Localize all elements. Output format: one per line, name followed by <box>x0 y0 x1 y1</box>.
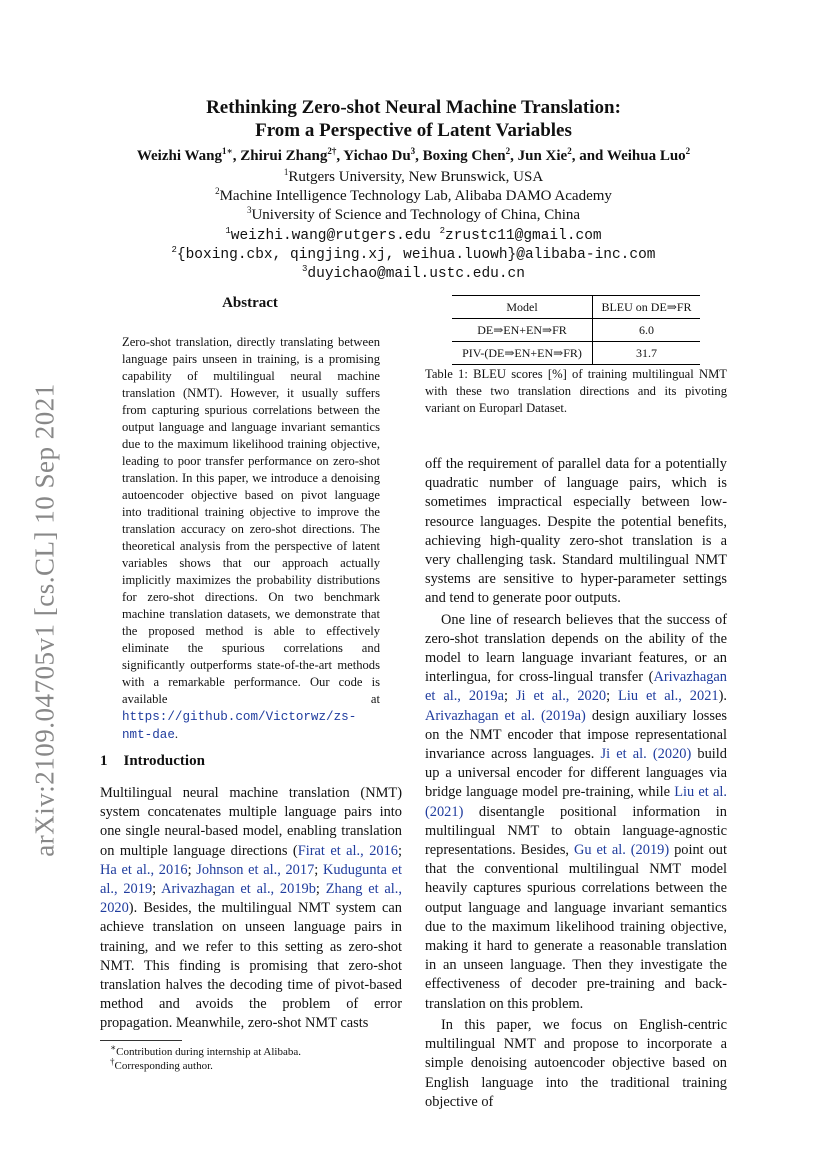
citation-link[interactable]: Liu et al., 2021 <box>618 688 719 705</box>
email-mark: 2 <box>439 226 445 237</box>
cell-model: PIV-(DE⇒EN+EN⇒FR) <box>452 342 593 365</box>
citation-link[interactable]: Gu et al. <box>573 842 626 859</box>
emails <box>0 227 827 284</box>
affiliation-1 <box>0 168 827 187</box>
citation-link[interactable]: (2019) <box>630 842 670 859</box>
citation-link[interactable]: Kudugunta et al., 2019 <box>100 861 402 898</box>
author-and: , and <box>571 148 607 164</box>
right-paragraph-3: In this paper, we focus on English-centric multilingual NMT and propose to incorporate a simple denoising autoencoder objective based on English language into the traditional training objective of <box>425 1016 727 1110</box>
text: disentangle positional information in multilingual NMT to obtain language-agnostic representations. Besides, <box>425 803 727 859</box>
footnote-2 <box>110 1056 410 1073</box>
email-mark: 1 <box>225 226 231 237</box>
author: Weihua Luo <box>606 148 686 164</box>
footnote-text: Corresponding author. <box>114 1060 213 1072</box>
email-line-3 <box>0 265 827 284</box>
right-column <box>425 455 727 1112</box>
table-1-caption: Table 1: BLEU scores [%] of training multilingual NMT with these two translation directions and its pivoting variant on Europarl Dataset. <box>425 367 727 415</box>
right-paragraph-2: One line of research believes that the success of zero-shot translation depends on the ability of the model to learn language invariant features, or an interlingua, for cross-lingual transfer (Arivazhagan et al., 2019a; Ji et al., 2020; Liu et al., 2021). Arivazhagan et al. (2019a) design auxiliary losses on the NMT encoder that impose representational invariance across languages. Ji et al. (2020) build up a universal encoder for different languages via bridge language model pre-training, while Liu et al. (2021) disentangle positional information in multilingual NMT to obtain language-agnostic representations. Besides, Gu et al. (2019) point out that the conventional multilingual NMT model heavily captures spurious correlations between the output language and language invariant semantics due to the maximum likelihood training objective, making it hard to generate a reasonable translation in an unseen language. Then they investigate the effectiveness of decoder pre-training and back-translation on this problem. <box>425 611 727 1012</box>
footnote-mark: † <box>110 1056 115 1067</box>
author: Weizhi Wang <box>136 148 222 164</box>
email: zrustc11@gmail.com <box>445 228 602 244</box>
text: ). <box>718 688 727 705</box>
affil-mark: 2 <box>215 186 220 196</box>
header-bleu: BLEU on DE⇒FR <box>601 299 692 314</box>
citation-link[interactable]: Ji et al., 2020 <box>515 688 607 705</box>
author-mark: 2 <box>505 146 511 156</box>
text: point out that the conventional multilingual NMT model heavily captures spurious correlations between the output language and language invariant semantics due to the maximum likelihood training objective, making it hard to generate a reasonable translation in an unseen language. Then they investigate the effectiveness of decoder pre-training and back-translation on this problem. <box>425 842 727 1012</box>
author: Zhirui Zhang <box>240 148 328 164</box>
affil-text: University of Science and Technology of China, China <box>251 207 581 223</box>
intro-paragraph-1: Multilingual neural machine translation (NMT) system concatenates multiple language pairs into one single neural-based model, enabling translation on multiple language directions (Firat et al., 2016; Ha et al., 2016; Johnson et al., 2017; Kudugunta et al., 2019; Arivazhagan et al., 2019b; Zhang et al., 2020). Besides, the multilingual NMT system can achieve translation on unseen language pairs in training, and we refer to this setting as zero-shot NMT. This finding is promising that zero-shot translation halves the decoding time of pivot-based method and avoids the problem of error propagation. Meanwhile, zero-shot NMT casts <box>100 785 402 1032</box>
author: Yichao Du <box>343 148 411 164</box>
author-mark: 2 <box>567 146 572 156</box>
author: Jun Xie <box>517 148 568 164</box>
email-mark: 2 <box>171 245 177 256</box>
citation-link[interactable]: Firat et al., 2016 <box>297 842 398 859</box>
email-line-2 <box>0 246 827 265</box>
footnote-text: Contribution during internship at Alibaba. <box>116 1046 301 1058</box>
email-mark: 3 <box>302 264 308 275</box>
cell-bleu: 31.7 <box>636 345 657 360</box>
footnote-mark: ∗ <box>110 1042 117 1053</box>
header-model: Model <box>452 296 593 319</box>
citation-link[interactable]: Arivazhagan et al., 2019b <box>161 881 316 898</box>
right-paragraph-1: off the requirement of parallel data for a potentially quadratic number of language pairs, which is sometimes impractical especially between low-resource languages. Despite the potential benefits, achieving high-quality zero-shot translation is a very challenging task. Standard multilingual NMT systems are sensitive to hyper-parameter settings and tend to generate poor outputs. <box>425 456 727 607</box>
email: {boxing.cbx, qingjing.xj, weihua.luowh}@alibaba-inc.com <box>176 247 656 263</box>
text: ). Besides, the multilingual NMT system can achieve translation on unseen language pairs in training, and we refer to this setting as zero-shot NMT. This finding is promising that zero-shot translation halves the decoding time of pivot-based method and avoids the problem of error propagation. Meanwhile, zero-shot NMT casts <box>100 900 402 1032</box>
section-title: Introduction <box>123 753 205 769</box>
citation-link[interactable]: Arivazhagan et al., 2019a <box>425 669 727 705</box>
citation-link[interactable]: Ji et al. <box>600 746 647 763</box>
footnote-rule <box>100 1040 182 1041</box>
footnotes <box>110 1042 410 1073</box>
email: duyichao@mail.ustc.edu.cn <box>307 266 525 282</box>
author-sep: , <box>232 148 241 164</box>
abstract-heading: Abstract <box>222 295 278 311</box>
citation-link[interactable]: (2019a) <box>541 707 586 724</box>
citation-link[interactable]: (2020) <box>652 746 692 763</box>
affil-text: Rutgers University, New Brunswick, USA <box>288 169 544 185</box>
table-header-row <box>452 296 700 319</box>
abstract-body <box>122 334 380 744</box>
cell-bleu: 6.0 <box>639 322 654 337</box>
section-number: 1 <box>100 753 108 769</box>
author-list <box>0 148 827 165</box>
code-link[interactable]: https://github.com/Victorwz/zs-nmt-dae <box>122 710 357 742</box>
author-mark: 3 <box>410 146 416 156</box>
citation-link[interactable]: Liu et al. <box>674 784 727 801</box>
text: build up a universal encoder for different languages via bridge language model pre-training, while <box>425 746 727 801</box>
table-1 <box>452 295 700 365</box>
table-row <box>452 319 700 342</box>
affil-mark: 1 <box>283 167 289 177</box>
text: design auxiliary losses on the NMT encoder that impose representational invariance across languages. <box>425 707 727 763</box>
arxiv-stamp <box>20 360 70 880</box>
email-line-1 <box>0 227 827 246</box>
abstract-end: . <box>174 727 179 741</box>
affiliations <box>0 168 827 225</box>
cell-model: DE⇒EN+EN⇒FR <box>452 319 593 342</box>
author-sep: , <box>415 148 423 164</box>
arxiv-stamp-text: arXiv:2109.04705v1 [cs.CL] 10 Sep 2021 <box>29 383 60 857</box>
citation-link[interactable]: Zhang et al., 2020 <box>100 881 402 917</box>
author-mark: 2† <box>327 146 337 156</box>
bleu-table <box>452 295 700 365</box>
section-heading-introduction <box>100 753 205 770</box>
footnote-1 <box>110 1042 410 1059</box>
author-sep: , <box>510 148 518 164</box>
affil-mark: 3 <box>246 205 252 215</box>
abstract-text: Zero-shot translation, directly translating between language pairs unseen in training, is a promising capability of multilingual neural machine translation (NMT). However, it usually suffers from capturing spurious correlations between the output language and language invariant semantics due to the maximum likelihood training objective, leading to poor transfer performance on zero-shot translation. In this paper, we introduce a denoising autoencoder objective based on pivot language into traditional training objective to improve the translation accuracy on zero-shot directions. The theoretical analysis from the perspective of latent variables shows that our approach actually implicitly maximizes the probability distributions for zero-shot directions. On two benchmark machine translation datasets, we demonstrate that the proposed method is able to effectively eliminate the spurious correlations and significantly outperforms state-of-the-art methods with a remarkable performance. Our code is available at <box>122 335 380 706</box>
author-sep: , <box>336 148 344 164</box>
citation-link[interactable]: Johnson et al., 2017 <box>196 861 315 878</box>
affiliation-2 <box>0 187 827 206</box>
affiliation-3 <box>0 206 827 225</box>
citation-link[interactable]: Ha et al., 2016 <box>100 861 188 878</box>
text: One line of research believes that the success of zero-shot translation depends on the ability of the model to learn language invariant features, or an interlingua, for cross-lingual transfer ( <box>425 611 727 686</box>
table-row <box>452 342 700 365</box>
author: Boxing Chen <box>422 148 506 164</box>
author-mark: 2 <box>685 146 691 156</box>
title-line-2: From a Perspective of Latent Variables <box>255 120 572 141</box>
paper-title <box>0 96 827 142</box>
email: weizhi.wang@rutgers.edu <box>230 228 431 244</box>
title-line-1: Rethinking Zero-shot Neural Machine Translation: <box>206 97 621 118</box>
text: Multilingual neural machine translation (NMT) system concatenates multiple language pairs into one single neural-based model, enabling translation on multiple language directions ( <box>100 785 402 859</box>
author-mark: 1∗ <box>222 146 233 156</box>
affil-text: Machine Intelligence Technology Lab, Alibaba DAMO Academy <box>219 188 612 204</box>
citation-link[interactable]: (2021) <box>425 803 464 820</box>
citation-link[interactable]: Arivazhagan et al. <box>425 707 535 724</box>
